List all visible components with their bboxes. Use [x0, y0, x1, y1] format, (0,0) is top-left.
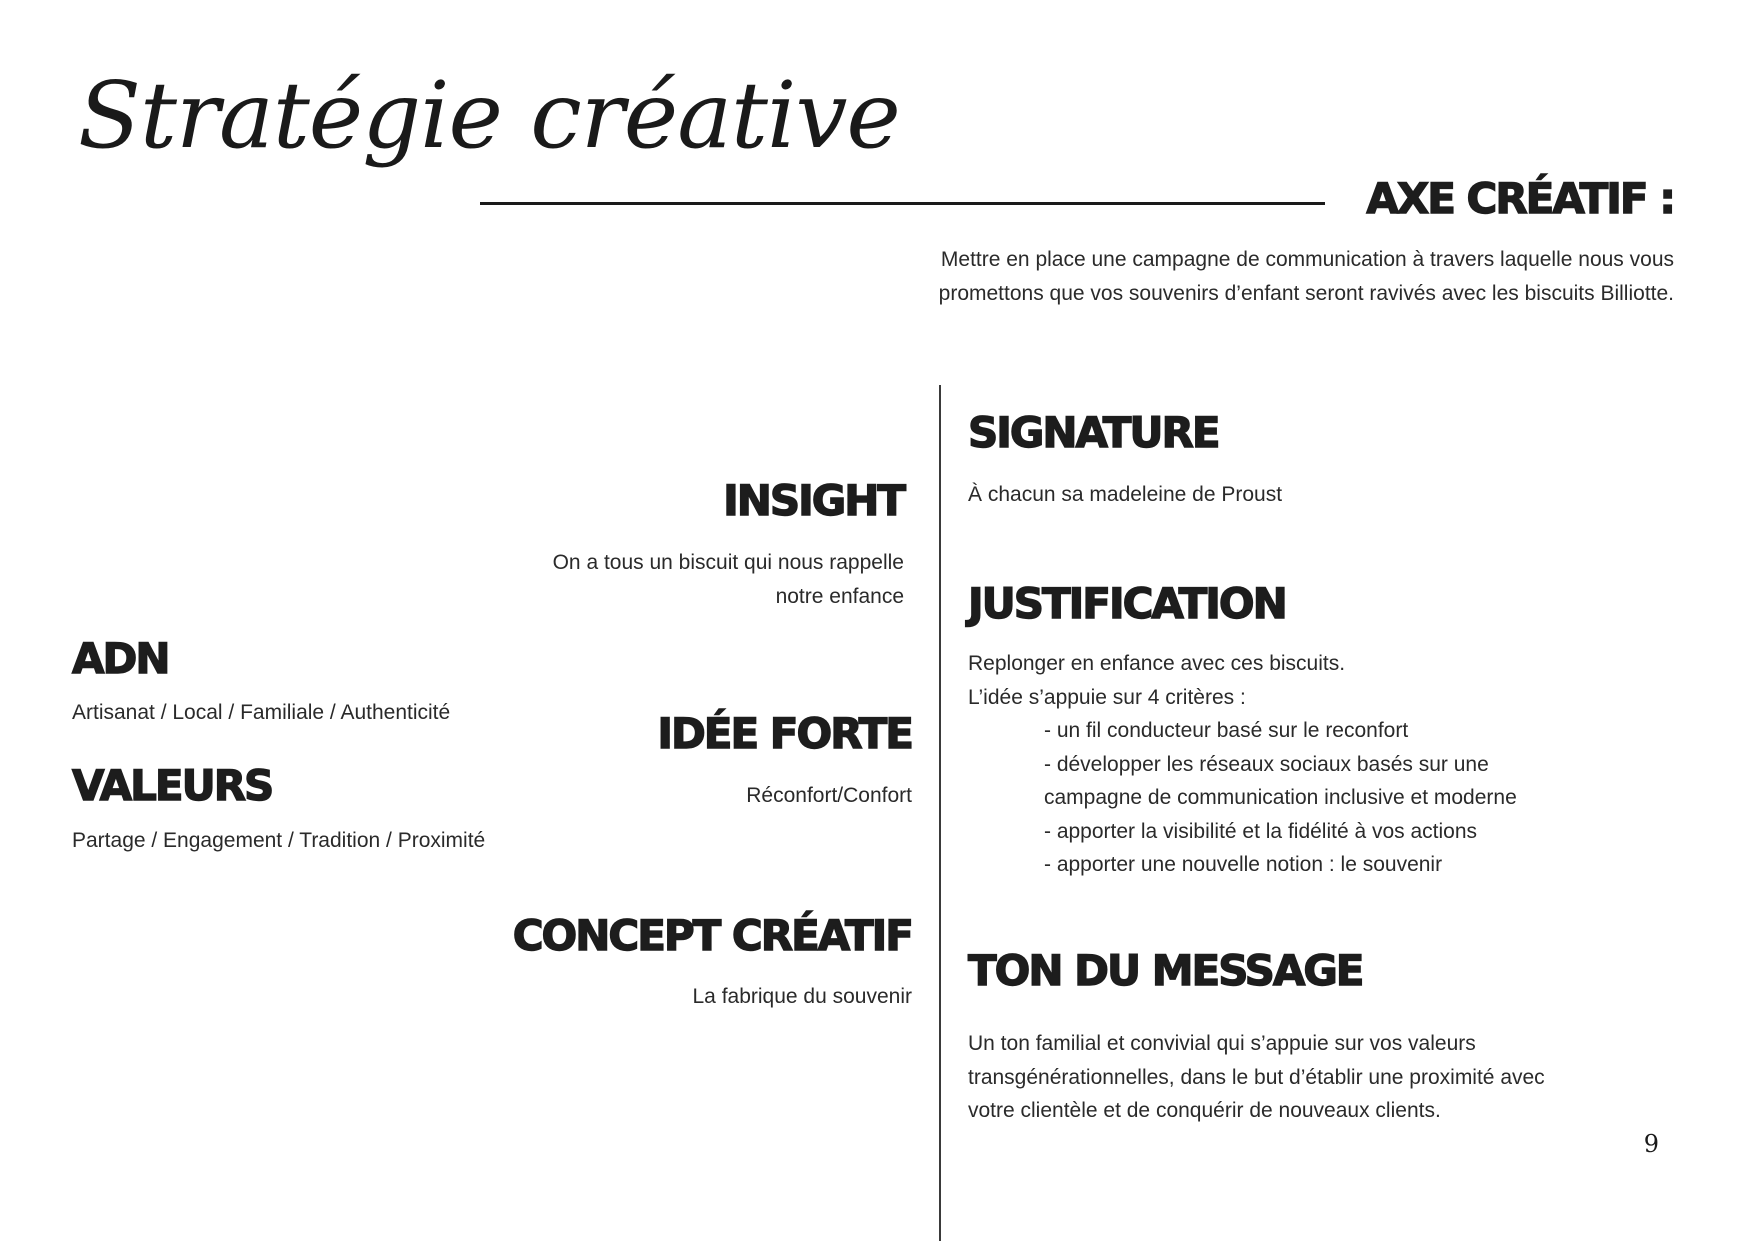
adn-heading: ADN: [72, 634, 169, 683]
valeurs-heading: VALEURS: [72, 761, 273, 810]
concept-creatif-text: La fabrique du souvenir: [692, 985, 912, 1008]
justification-heading: JUSTIFICATION: [968, 579, 1286, 628]
insight-text: On a tous un biscuit qui nous rappelle notre enfance: [552, 551, 904, 608]
concept-creatif-heading: CONCEPT CRÉATIF: [512, 911, 912, 960]
criteria-item: - développer les réseaux sociaux basés sur une campagne de communication inclusive et moderne: [1044, 752, 1517, 809]
axe-creatif-heading: AXE CRÉATIF :: [1366, 174, 1674, 223]
axe-creatif-text: Mettre en place une campagne de communication à travers laquelle nous vous promettons que vos souvenirs d’enfant seront ravivés avec les biscuits Billiotte.: [938, 248, 1674, 305]
signature-text: À chacun sa madeleine de Proust: [968, 483, 1283, 506]
page-number: 9: [1643, 1130, 1659, 1158]
justification-block: [968, 647, 1528, 882]
criteria-list: [968, 714, 1528, 882]
justification-line: L’idée s’appuie sur 4 critères :: [968, 685, 1246, 709]
page-title: Stratégie créative: [78, 62, 900, 169]
vertical-divider: [939, 385, 941, 1241]
title-underline: [480, 202, 1325, 205]
adn-text: Artisanat / Local / Familiale / Authenticité: [72, 701, 451, 724]
criteria-item: - apporter une nouvelle notion : le souvenir: [1044, 853, 1443, 876]
justification-line: Replonger en enfance avec ces biscuits.: [968, 652, 1346, 675]
ton-du-message-heading: TON DU MESSAGE: [968, 946, 1363, 995]
valeurs-text: Partage / Engagement / Tradition / Proximité: [72, 829, 486, 852]
signature-heading: SIGNATURE: [968, 408, 1219, 457]
insight-heading: INSIGHT: [723, 476, 904, 525]
idee-forte-text: Réconfort/Confort: [746, 784, 912, 807]
criteria-item: - un fil conducteur basé sur le reconfort: [1044, 719, 1409, 742]
criteria-item: - apporter la visibilité et la fidélité à vos actions: [1044, 819, 1478, 843]
idee-forte-heading: IDÉE FORTE: [657, 709, 912, 758]
ton-du-message-text: Un ton familial et convivial qui s’appuie sur vos valeurs transgénérationnelles, dans le but d’établir une proximité avec votre clientèle et de conquérir de nouveaux clients.: [968, 1032, 1545, 1122]
